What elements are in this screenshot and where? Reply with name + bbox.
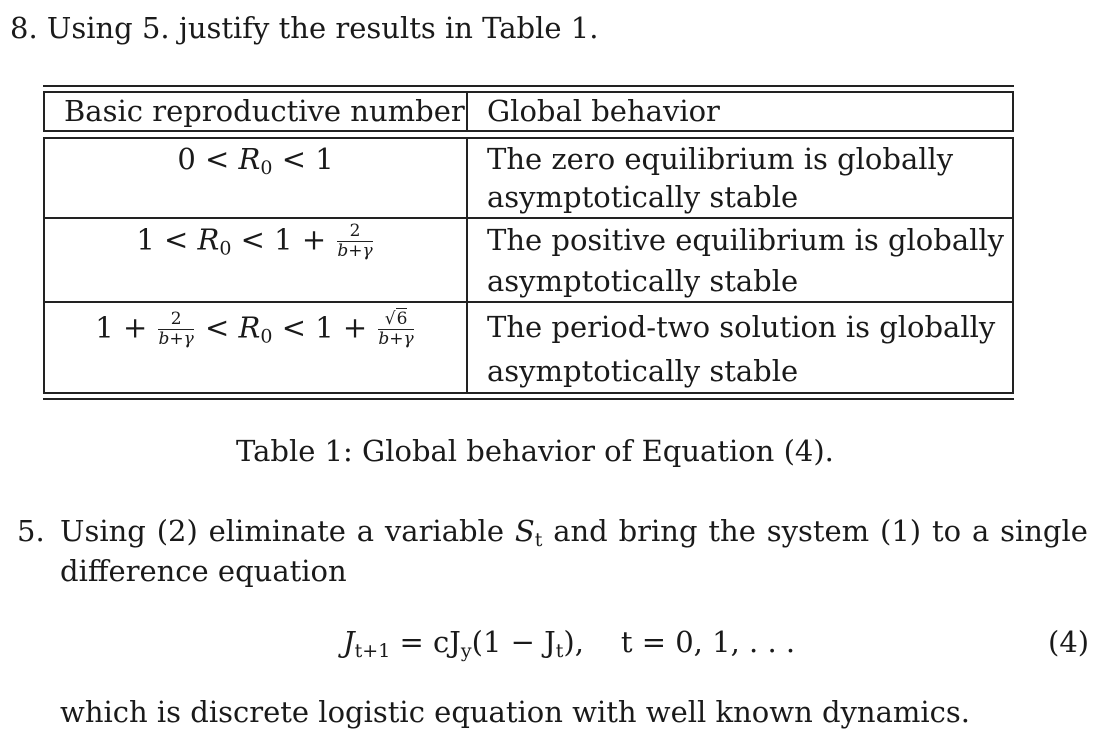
table-header-global-behavior: Global behavior: [487, 94, 720, 128]
logistic-equation: $J_{t+1} = cJ_y(1 - J_t)$, t = 0, 1, . . .: [343, 625, 796, 662]
item-5-line-2: difference equation: [60, 554, 347, 588]
item-5-number: 5.: [17, 514, 45, 548]
table-row-1-behavior-line2: asymptotically stable: [487, 180, 799, 214]
table-row-3-condition: 1 + $\frac{2}{b+\gamma}$ < $R_0 < 1$ + $\frac{√6}{b+\gamma}$: [95, 309, 414, 349]
behavior-table: [43, 85, 1014, 401]
closing-sentence: which is discrete logistic equation with well known dynamics.: [60, 695, 970, 729]
table-caption: Table 1: Global behavior of Equation (4).: [236, 434, 834, 468]
table-row-2-behavior-line1: The positive equilibrium is globally: [487, 223, 1005, 257]
table-row-3-behavior-line2: asymptotically stable: [487, 354, 799, 388]
table-row-2-behavior-line2: asymptotically stable: [487, 264, 799, 298]
question-heading: 8. Using 5. justify the results in Table 1.: [10, 11, 599, 45]
table-row-1-condition: $0 < R_0 < 1$: [177, 142, 334, 179]
variable-s-t: $S_t$: [514, 514, 543, 551]
item-5-line-1: Using (2) eliminate a variable $S_t$ and bring the system (1) to a single: [60, 514, 1088, 551]
table-header-basic-reproductive-number: Basic reproductive number: [64, 94, 465, 128]
table-row-3-behavior-line1: The period-two solution is globally: [487, 310, 996, 344]
equation-number: (4): [1048, 625, 1090, 659]
table-row-2-condition: $1 < R_0 < 1$ + $\frac{2}{b+\gamma}$: [136, 221, 373, 261]
table-row-1-behavior-line1: The zero equilibrium is globally: [487, 142, 954, 176]
